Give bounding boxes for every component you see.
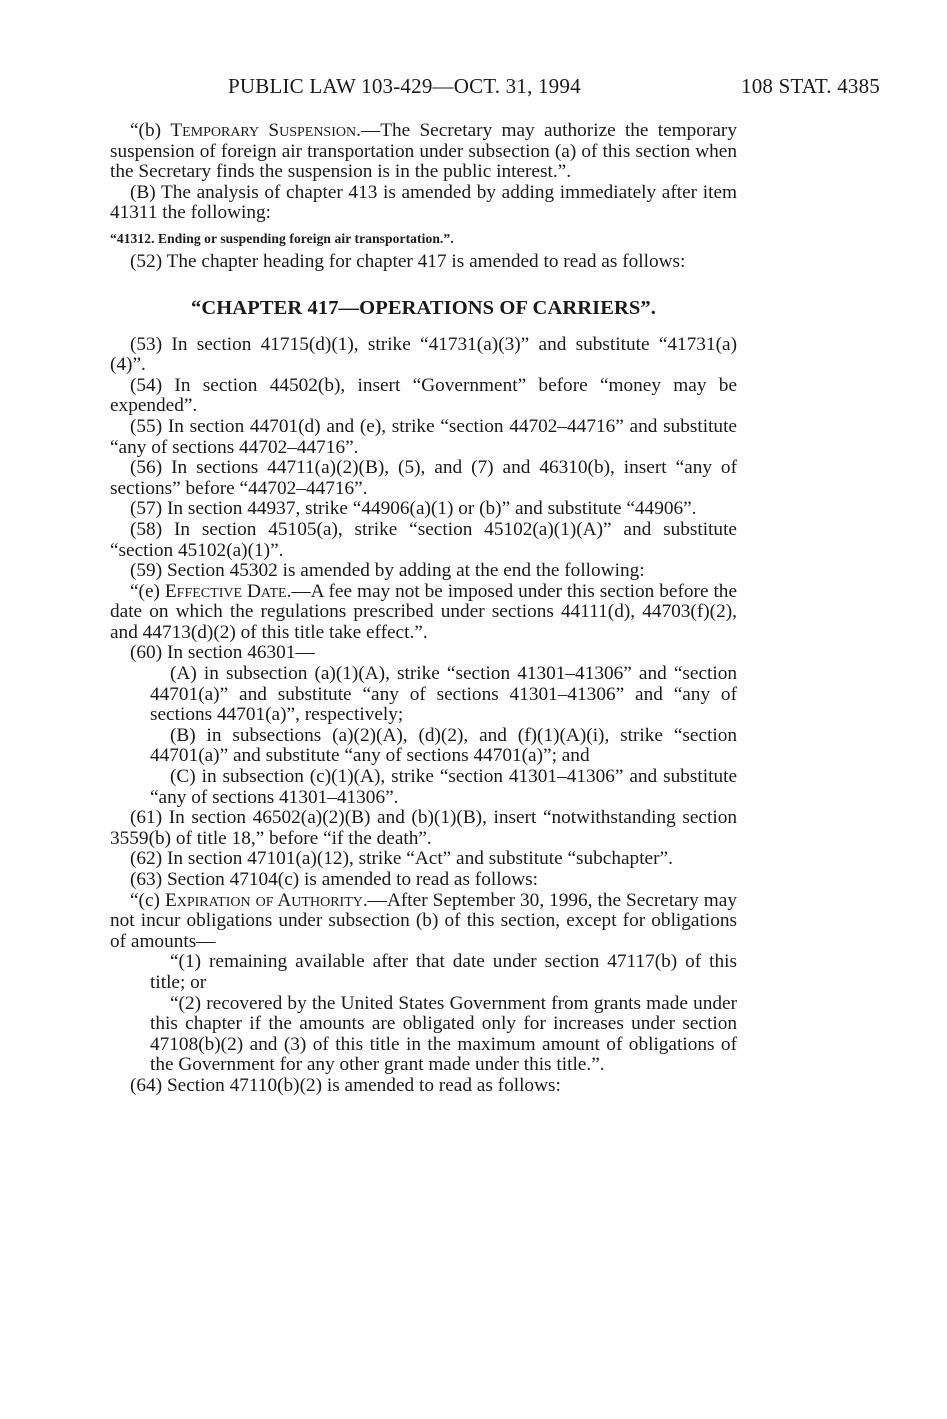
paragraph-58: (58) In section 45105(a), strike “section 45102(a)(1)(A)” and substitute “section 45102(a)(1)”. [110,518,737,561]
paragraph-56: (56) In sections 44711(a)(2)(B), (5), and (7) and 46310(b), insert “any of sections” before “44702–44716”. [110,457,737,499]
subsection-e-text: .—A fee may not be imposed under this section before the date on which the regulations prescribed under sections 44111(d), 44703(f)(2), and 44713(d)(2) of this title take effect.”. [110,580,737,643]
subsection-c-heading: Expiration of Authority [164,889,363,911]
paragraph-53: (53) In section 41715(d)(1), strike “41731(a)(3)” and substitute “41731(a)(4)”. [110,333,737,376]
subsection-c-text: .—After September 30, 1996, the Secretary may not incur obligations under subsection (b) of this section, except for obligations of amounts— [110,889,737,952]
paragraph-B-analysis: (B) The analysis of chapter 413 is amended by adding immediately after item 41311 the following: [110,181,737,224]
header-law-citation: PUBLIC LAW 103-429—OCT. 31, 1994 [228,74,581,98]
paragraph-63: (63) Section 47104(c) is amended to read as follows: [130,869,539,890]
paragraph-60: (60) In section 46301— [130,642,315,664]
subsection-b-open: “(b) [130,120,171,141]
paragraph-54: (54) In section 44502(b), insert “Government” before “money may be expended”. [110,374,737,417]
subsection-c-expiration-of-authority [110,891,737,953]
paragraph-55: (55) In section 44701(d) and (e), strike “section 44702–44716” and substitute “any of sections 44702–44716”. [110,415,737,458]
paragraph-62: (62) In section 47101(a)(12), strike “Act” and substitute “subchapter”. [130,848,673,870]
paragraph-59: (59) Section 45302 is amended by adding at the end the following: [130,560,645,582]
header-statute-page: 108 STAT. 4385 [741,74,880,98]
paragraph-52: (52) The chapter heading for chapter 417 is amended to read as follows: [130,250,686,272]
analysis-item-41312: “41312. Ending or suspending foreign air transportation.”. [110,230,454,246]
paragraph-60-C: (C) in subsection (c)(1)(A), strike “section 41301–41306” and substitute “any of sections 41301–41306”. [150,766,737,808]
subsection-b-text: .—The Secretary may authorize the temporary suspension of foreign air transportation under subsection (a) of this section when the Secretary finds the suspension is in the public interest.”. [110,120,737,183]
paragraph-60-A: (A) in subsection (a)(1)(A), strike “section 41301–41306” and “section 44701(a)” and substitute “any of sections 41301–41306” and “any of sections 44701(a)”, respectively; [150,663,737,726]
subsection-b-heading: Temporary Suspension [170,120,357,141]
paragraph-61: (61) In section 46502(a)(2)(B) and (b)(1)(B), insert “notwithstanding section 3559(b) of title 18,” before “if the death”. [110,807,737,849]
subsection-e-heading: Effective Date [164,580,287,602]
subsection-e-open: “(e) [130,580,165,602]
subsection-c-paragraph-1: “(1) remaining available after that date under section 47117(b) of this title; or [150,951,737,993]
document-body [110,121,737,1097]
paragraph-60-B: (B) in subsections (a)(2)(A), (d)(2), and (f)(1)(A)(i), strike “section 44701(a)” and substitute “any of sections 44701(a)”; and [150,724,737,767]
subsection-e-effective-date [110,582,737,644]
subsection-c-open: “(c) [130,889,165,911]
subsection-c-paragraph-2: “(2) recovered by the United States Government from grants made under this chapter if the amounts are obligated only for increases under section 47108(b)(2) and (3) of this title in the maximum amount of obligations of the Government for any other grant made under this title.”. [150,992,737,1076]
chapter-heading: “CHAPTER 417—OPERATIONS OF CARRIERS”. [191,296,656,319]
paragraph-64: (64) Section 47110(b)(2) is amended to read as follows: [130,1074,561,1096]
paragraph-57: (57) In section 44937, strike “44906(a)(1) or (b)” and substitute “44906”. [130,498,697,520]
subsection-b-temporary-suspension [110,121,737,183]
